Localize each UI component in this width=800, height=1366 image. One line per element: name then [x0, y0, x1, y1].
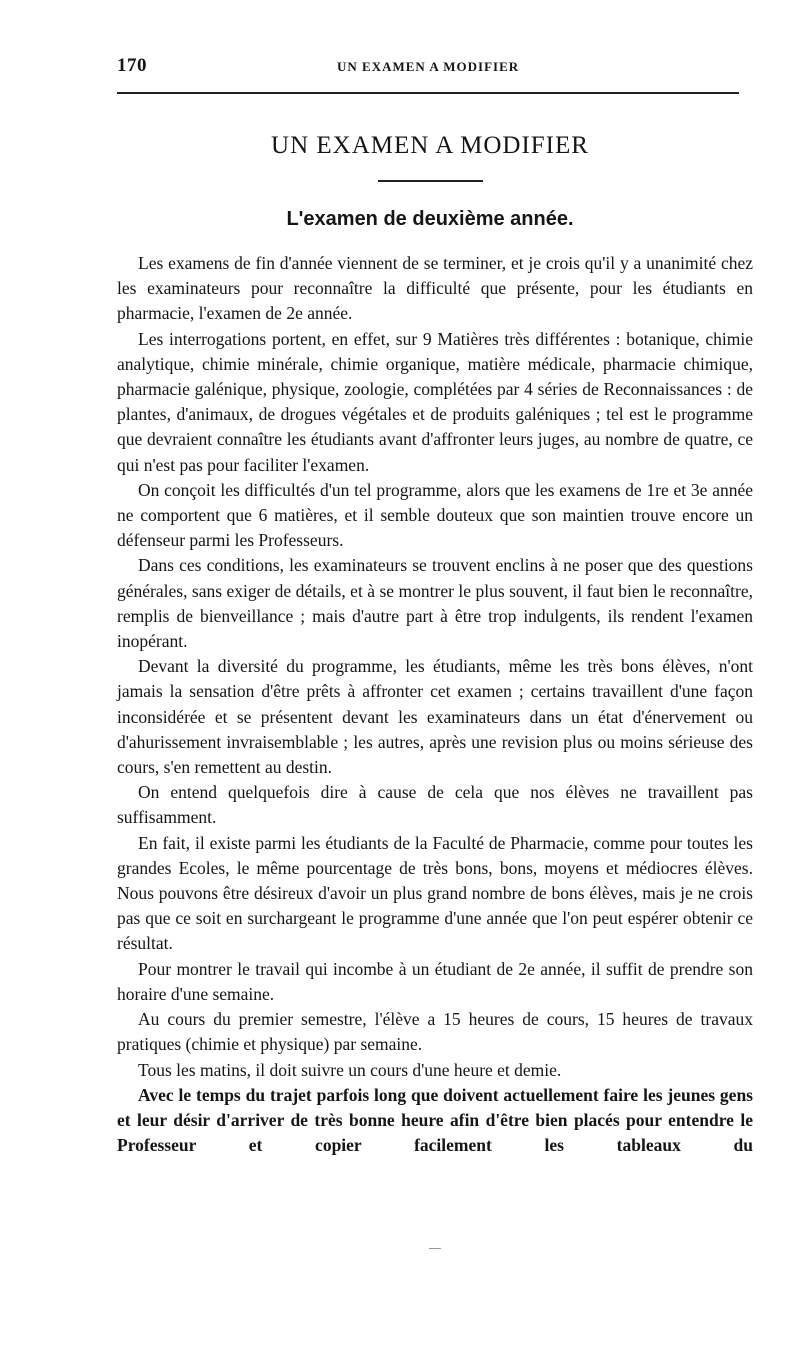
running-title: UN EXAMEN A MODIFIER [337, 59, 520, 74]
paragraph: Avec le temps du trajet parfois long que doivent actuellement faire les jeunes gens et leur désir d'arriver de très bonne heure afin d'être bien placés pour entendre le Professeur et copier facilement les tableaux du [117, 1084, 753, 1156]
paragraph: Les examens de fin d'année viennent de se terminer, et je crois qu'il y a unanimité chez les examinateurs pour reconnaître la difficulté que présente, pour les étudiants en pharmacie, l'examen de 2e année. [117, 253, 753, 324]
page-number: 170 [117, 55, 147, 76]
footer-mark [429, 1248, 441, 1249]
paragraph: En fait, il existe parmi les étudiants de la Faculté de Pharmacie, comme pour toutes les grandes Ecoles, le même pourcentage de très bons, bons, moyens et médiocres élèves. Nous pouvons être désireux d'avoir un plus grand nombre de bons élèves, mais je ne crois pas que ce soit en surchargeant le programme d'une année que l'on peut espérer obtenir ce résultat. [117, 832, 753, 954]
header-rule [117, 92, 739, 94]
article-title: UN EXAMEN A MODIFIER [271, 132, 589, 159]
paragraph: Les interrogations portent, en effet, sur 9 Matières très différentes : botanique, chimie analytique, chimie minérale, chimie organique, matière médicale, pharmacie chimique, pharmacie galénique, physique, zoologie, complétées par 4 séries de Reconnaissances : de plantes, d'animaux, de drogues végétales et de produits galéniques ; tel est le programme que devraient connaître les étudiants avant d'affronter leurs juges, au nombre de quatre, ce qui n'est pas pour faciliter l'examen. [117, 328, 753, 475]
paragraph: Pour montrer le travail qui incombe à un étudiant de 2e année, il suffit de prendre son horaire d'une semaine. [117, 958, 753, 1004]
running-header [117, 55, 742, 85]
article-body [117, 251, 753, 1158]
paragraph: On entend quelquefois dire à cause de cela que nos élèves ne travaillent pas suffisamment. [117, 782, 753, 828]
paragraph: On conçoit les difficultés d'un tel programme, alors que les examens de 1re et 3e année ne comportent que 6 matières, et il semble douteux que son maintien trouve encore un défenseur parmi les Professeurs. [117, 479, 753, 551]
paragraph: Dans ces conditions, les examinateurs se trouvent enclins à ne poser que des questions générales, sans exiger de détails, et à se montrer le plus souvent, il faut bien le reconnaître, remplis de bienveillance ; mais d'autre part à être trop indulgents, ils rendent l'examen inopérant. [117, 555, 753, 652]
article-subtitle: L'examen de deuxième année. [286, 208, 574, 230]
paragraph: Au cours du premier semestre, l'élève a 15 heures de cours, 15 heures de travaux pratiques (chimie et physique) par semaine. [117, 1009, 753, 1055]
paragraph: Tous les matins, il doit suivre un cours d'une heure et demie. [138, 1059, 562, 1080]
title-rule [378, 180, 483, 182]
paragraph: Devant la diversité du programme, les étudiants, même les très bons élèves, n'ont jamais la sensation d'être prêts à affronter cet examen ; certains travaillent d'une façon inconsidérée et se présentent devant les examinateurs dans un état d'énervement ou d'ahurissement invraisemblable ; les autres, après une revision plus ou moins sérieuse des cours, s'en remettent au destin. [117, 656, 753, 778]
